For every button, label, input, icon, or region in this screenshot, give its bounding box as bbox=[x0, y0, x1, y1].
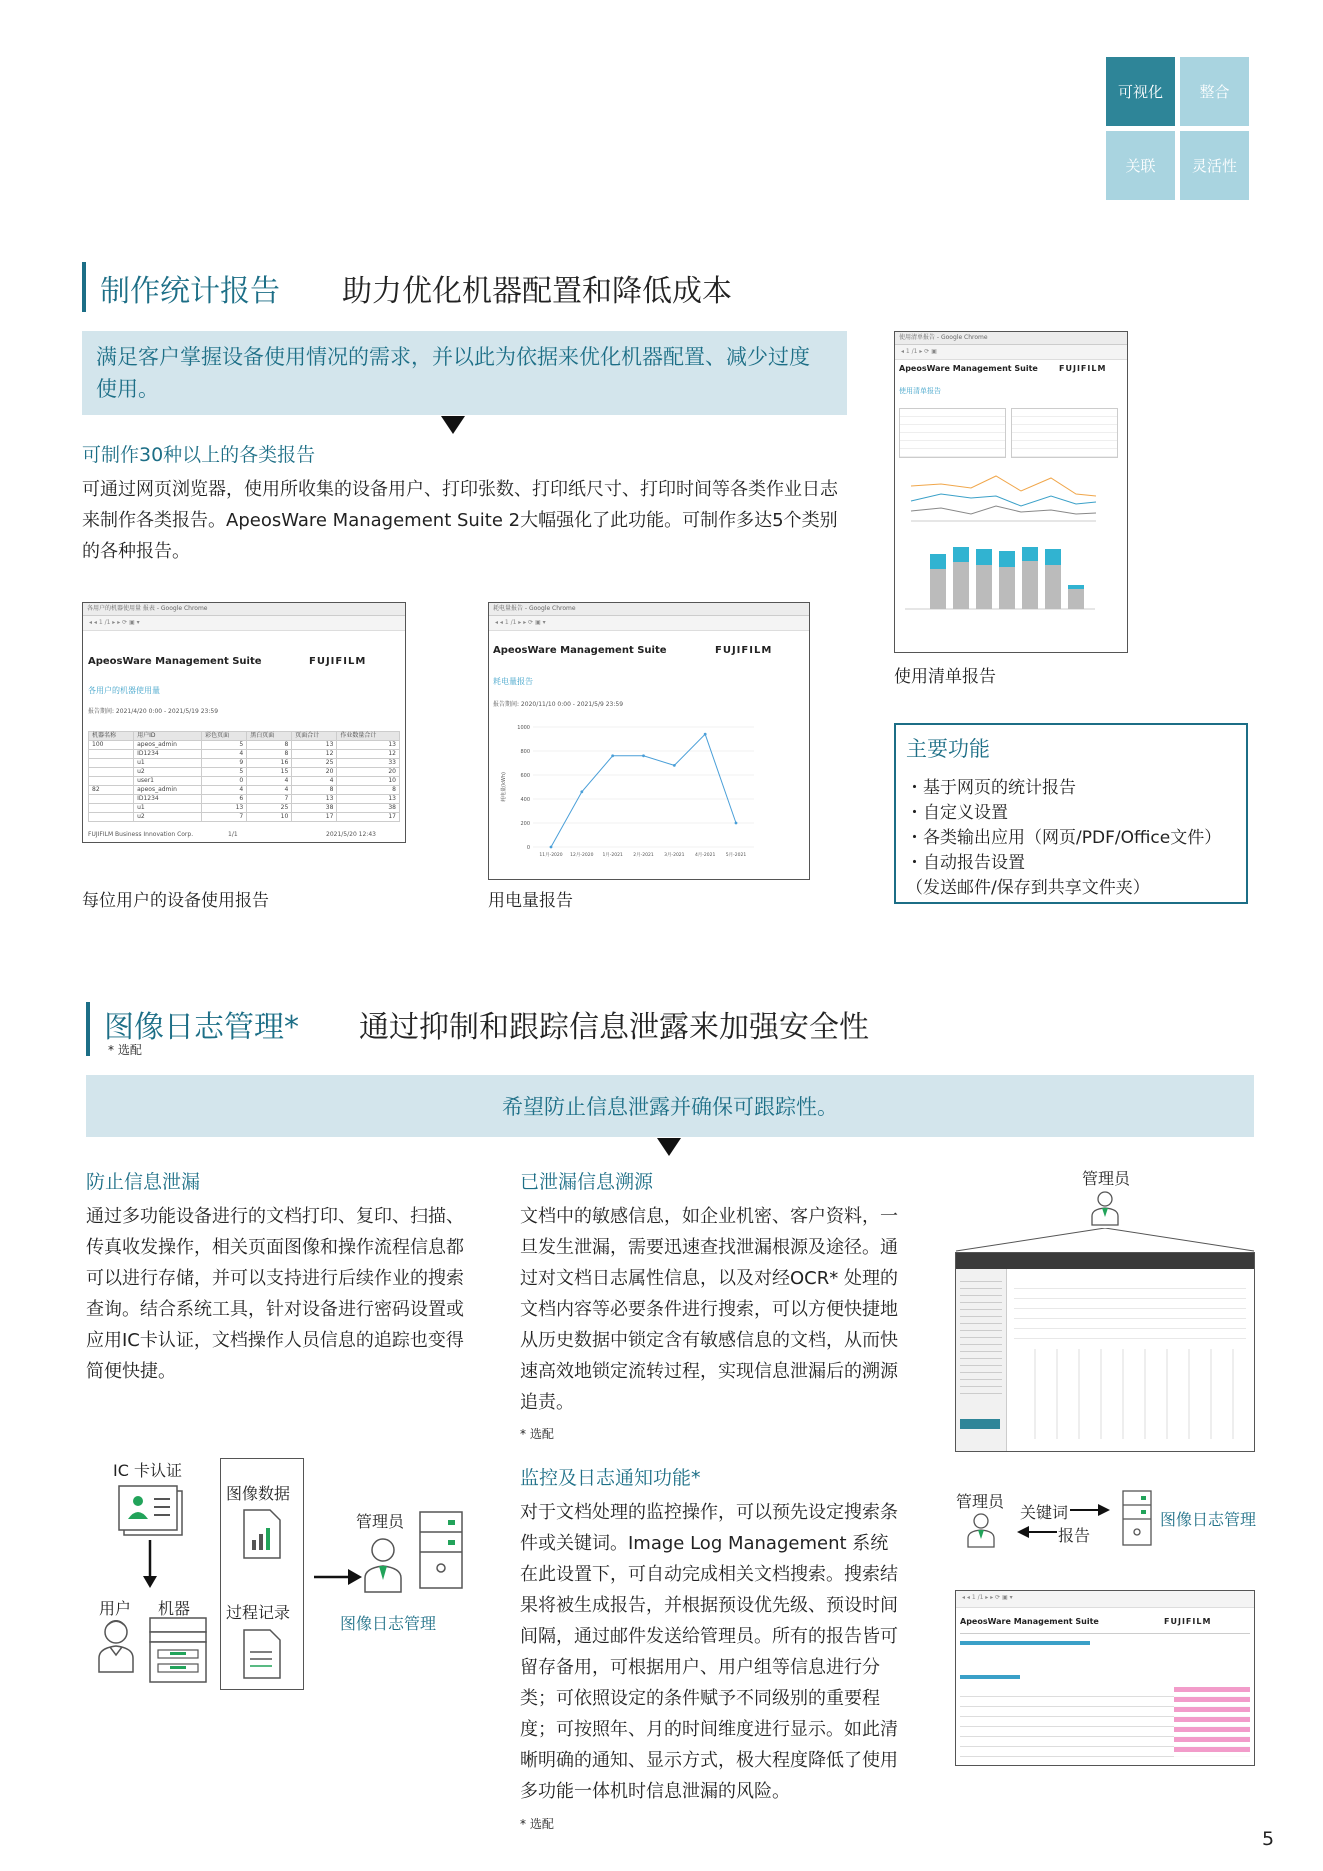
table-cell: 4 bbox=[202, 750, 247, 759]
table-cell bbox=[89, 750, 134, 759]
fujifilm-logo: FUJIFILM bbox=[309, 656, 367, 667]
table-cell: 13 bbox=[292, 741, 337, 750]
usage-line-chart bbox=[901, 466, 1101, 526]
reports-heading: 可制作30种以上的各类报告 bbox=[82, 444, 316, 466]
table-cell: 16 bbox=[247, 759, 292, 768]
device-label: 机器 bbox=[158, 1599, 191, 1618]
x-tick-label: 11月-2020 bbox=[539, 853, 563, 858]
x-tick-label: 5月-2021 bbox=[725, 853, 747, 858]
table-cell bbox=[89, 795, 134, 804]
x-tick-label: 2月-2021 bbox=[633, 853, 654, 858]
section-subtitle: 通过抑制和跟踪信息泄露来加强安全性 bbox=[359, 1010, 869, 1045]
highlight-cells bbox=[1174, 1687, 1250, 1757]
brand-name: ApeosWare Management Suite bbox=[960, 1617, 1099, 1626]
table-cell bbox=[89, 768, 134, 777]
down-arrow-icon bbox=[441, 416, 465, 434]
monitor-option-note: * 选配 bbox=[520, 1817, 554, 1831]
image-log-search-screenshot bbox=[955, 1252, 1255, 1452]
table-cell: 13 bbox=[337, 741, 400, 750]
ic-card-label: IC 卡认证 bbox=[113, 1461, 182, 1480]
table-row bbox=[89, 813, 400, 822]
y-tick-label: 1000 bbox=[517, 725, 530, 731]
view-fan-lines bbox=[955, 1228, 1255, 1252]
x-tick-label: 12月-2020 bbox=[570, 853, 594, 858]
table-cell: 10 bbox=[337, 777, 400, 786]
report-title: 耗电量报告 bbox=[493, 677, 533, 686]
table-row bbox=[89, 750, 400, 759]
table-cell: 12 bbox=[292, 750, 337, 759]
section-bar bbox=[82, 262, 86, 312]
table-cell: apeos_admin bbox=[134, 741, 202, 750]
table-cell: 17 bbox=[292, 813, 337, 822]
table-row bbox=[89, 768, 400, 777]
data-point bbox=[550, 846, 553, 849]
report-title: 各用户的机器使用量 bbox=[88, 686, 160, 695]
table-cell: 7 bbox=[202, 813, 247, 822]
image-data-label: 图像数据 bbox=[226, 1484, 291, 1503]
table-cell: 8 bbox=[292, 786, 337, 795]
data-point bbox=[704, 733, 707, 736]
report-footer: FUJIFILM Business Innovation Corp. bbox=[88, 831, 194, 838]
y-axis-label: 耗电量(kWh) bbox=[501, 772, 507, 802]
table-row bbox=[89, 741, 400, 750]
table-cell: user1 bbox=[134, 777, 202, 786]
user-report-caption: 每位用户的设备使用报告 bbox=[82, 891, 269, 911]
table-cell: 100 bbox=[89, 741, 134, 750]
table-cell: 4 bbox=[247, 786, 292, 795]
report-page: 1/1 bbox=[228, 831, 238, 838]
report-toolbar: ◂ ◂ 1 /1 ▸ ▸ ⟳ ▣ ▾ bbox=[956, 1591, 1254, 1608]
table-cell: 17 bbox=[337, 813, 400, 822]
table-header-cell: 页面合计 bbox=[292, 732, 337, 741]
process-record-label: 过程记录 bbox=[226, 1603, 291, 1622]
table-cell: 13 bbox=[337, 795, 400, 804]
table-cell: 9 bbox=[202, 759, 247, 768]
report-toolbar: ◂ 1 /1 ▸ ⟳ ▣ bbox=[895, 345, 1127, 360]
browser-tab: 各用户的机器使用量 报表 - Google Chrome bbox=[83, 603, 405, 616]
intro-band-text: 希望防止信息泄露并确保可跟踪性。 bbox=[502, 1095, 838, 1119]
data-point bbox=[611, 754, 614, 757]
table-cell: 8 bbox=[337, 786, 400, 795]
table-cell: 82 bbox=[89, 786, 134, 795]
admin-icon bbox=[1090, 1190, 1120, 1226]
brand-name: ApeosWare Management Suite bbox=[493, 645, 667, 656]
sidebar bbox=[956, 1269, 1007, 1452]
trace-option-note: * 选配 bbox=[520, 1427, 554, 1441]
table-header-cell: 机器名称 bbox=[89, 732, 134, 741]
admin-label: 管理员 bbox=[356, 1512, 405, 1531]
table-cell: 12 bbox=[337, 750, 400, 759]
report-toolbar: ◂ ◂ 1 /1 ▸ ▸ ⟳ ▣ ▾ bbox=[489, 616, 809, 631]
summary-tables bbox=[899, 408, 1119, 458]
y-tick-label: 800 bbox=[520, 749, 530, 755]
y-tick-label: 0 bbox=[526, 845, 530, 851]
table-cell: 4 bbox=[202, 786, 247, 795]
fujifilm-logo: FUJIFILM bbox=[1059, 364, 1107, 373]
y-tick-label: 200 bbox=[520, 821, 530, 827]
power-report-caption: 用电量报告 bbox=[488, 891, 573, 911]
table-cell: u2 bbox=[134, 768, 202, 777]
table-cell: 8 bbox=[247, 750, 292, 759]
feature-item: ・自动报告设置 bbox=[906, 853, 1025, 873]
intro-band bbox=[82, 331, 847, 415]
prevent-paragraph: 通过多功能设备进行的文档打印、复印、扫描、传真收发操作，相关页面图像和操作流程信息都可以进行存储，并可以支持进行后续作业的搜索查询。结合系统工具，针对设备进行密码设置或应用IC卡认证，文档操作人员信息的追踪也变得简便快捷。 bbox=[86, 1206, 464, 1382]
reports-paragraph: 可通过网页浏览器，使用所收集的设备用户、打印张数、打印纸尺寸、打印时间等各类作业日志来制作各类报告。ApeosWare Management Suite 2大幅强化了此功能。可制作多达5个类别的各种报告。 bbox=[82, 479, 838, 562]
brand-name: ApeosWare Management Suite bbox=[899, 364, 1038, 373]
option-note: * 选配 bbox=[108, 1043, 142, 1057]
table-cell: 15 bbox=[247, 768, 292, 777]
table-cell: 13 bbox=[202, 804, 247, 813]
monitor-paragraph: 对于文档处理的监控操作，可以预先设定搜索条件或关键词。Image Log Management 系统在此设置下，可自动完成相关文档搜索。搜索结果将被生成报告，并根据预设优先级、预设时间间隔，通过邮件发送给管理员。所有的报告皆可留存备用，可根据用户、用户组等信息进行分类；可依照设定的条件赋予不同级别的重要程度；可按照年、月的时间维度进行显示。如此清晰明确的通知、显示方式，极大程度降低了使用多功能一体机时信息泄漏的风险。 bbox=[520, 1502, 898, 1802]
table-cell: 0 bbox=[202, 777, 247, 786]
report-period: 报告期间: 2021/4/20 0:00 - 2021/5/19 23:59 bbox=[88, 708, 219, 715]
table-cell bbox=[89, 777, 134, 786]
feature-item: ・自定义设置 bbox=[906, 803, 1008, 823]
report-subheading-line bbox=[960, 1675, 1020, 1679]
table-cell: ID1234 bbox=[134, 795, 202, 804]
report-date: 2021/5/20 12:43 bbox=[326, 831, 376, 838]
prevent-heading: 防止信息泄漏 bbox=[86, 1171, 201, 1193]
table-header-cell: 作业数量合计 bbox=[337, 732, 400, 741]
table-cell: u1 bbox=[134, 759, 202, 768]
power-line-chart bbox=[499, 721, 764, 871]
down-arrow-icon bbox=[142, 1540, 158, 1590]
tag-relate: 关联 bbox=[1106, 131, 1175, 200]
table-row bbox=[89, 786, 400, 795]
chart-document-icon bbox=[242, 1508, 282, 1560]
section-bar bbox=[86, 1002, 90, 1056]
section-title: 制作统计报告 bbox=[100, 274, 280, 309]
main-features-box bbox=[894, 723, 1248, 904]
intro-band-text: 满足客户掌握设备使用情况的需求，并以此为依据来优化机器配置、减少过度使用。 bbox=[96, 345, 810, 401]
intro-band bbox=[86, 1075, 1254, 1137]
table-cell: 8 bbox=[247, 741, 292, 750]
table-cell: 5 bbox=[202, 741, 247, 750]
table-cell bbox=[89, 813, 134, 822]
left-arrow-icon bbox=[1017, 1524, 1057, 1540]
document-icon bbox=[242, 1628, 282, 1680]
y-tick-label: 400 bbox=[520, 797, 530, 803]
admin-top-label: 管理员 bbox=[1082, 1169, 1131, 1188]
usage-list-report-screenshot bbox=[894, 331, 1128, 653]
usage-bar-chart bbox=[905, 537, 1095, 612]
fujifilm-logo: FUJIFILM bbox=[1164, 1617, 1212, 1626]
server-icon bbox=[418, 1510, 464, 1590]
data-point bbox=[580, 790, 583, 793]
user-icon bbox=[96, 1618, 136, 1674]
table-cell: 6 bbox=[202, 795, 247, 804]
user-usage-report-screenshot bbox=[82, 602, 406, 843]
power-report-screenshot bbox=[488, 602, 810, 880]
page-number: 5 bbox=[1262, 1828, 1275, 1850]
image-log-report-screenshot bbox=[955, 1590, 1255, 1766]
report-period: 报告期间: 2020/11/10 0:00 - 2021/5/9 23:59 bbox=[493, 701, 624, 708]
brand-name: ApeosWare Management Suite bbox=[88, 656, 262, 667]
table-cell: 38 bbox=[337, 804, 400, 813]
feature-item: （发送邮件/保存到共享文件夹） bbox=[906, 878, 1150, 898]
data-point bbox=[735, 822, 738, 825]
tag-flexible: 灵活性 bbox=[1180, 131, 1249, 200]
keyword-label: 关键词 bbox=[1020, 1503, 1069, 1522]
feature-item: ・各类输出应用（网页/PDF/Office文件） bbox=[906, 828, 1222, 848]
table-header-cell: 黑白页面 bbox=[247, 732, 292, 741]
table-cell: 7 bbox=[247, 795, 292, 804]
browser-tab: 耗电量报告 - Google Chrome bbox=[489, 603, 809, 616]
table-cell: 13 bbox=[292, 795, 337, 804]
table-cell: 4 bbox=[247, 777, 292, 786]
monitor-heading: 监控及日志通知功能* bbox=[520, 1467, 701, 1489]
image-log-mgmt-label: 图像日志管理 bbox=[340, 1614, 437, 1633]
table-cell: 4 bbox=[292, 777, 337, 786]
x-tick-label: 1月-2021 bbox=[602, 853, 623, 858]
table-cell: 25 bbox=[292, 759, 337, 768]
table-cell: u2 bbox=[134, 813, 202, 822]
table-cell bbox=[89, 759, 134, 768]
table-cell: 38 bbox=[292, 804, 337, 813]
user-usage-table bbox=[88, 731, 400, 822]
app-header-bar bbox=[956, 1253, 1254, 1269]
table-row bbox=[89, 804, 400, 813]
trace-paragraph: 文档中的敏感信息，如企业机密、客户资料，一旦发生泄漏，需要迅速查找泄漏根源及途径。通过对文档日志属性信息，以及对经OCR* 处理的文档内容等必要条件进行搜索，可以方便快捷地从历史数据中锁定含有敏感信息的文档，从而快速高效地锁定流转过程，实现信息泄漏后的溯源追责。 bbox=[520, 1206, 898, 1413]
table-row bbox=[89, 795, 400, 804]
table-cell: apeos_admin bbox=[134, 786, 202, 795]
right-arrow-icon bbox=[314, 1566, 364, 1588]
tag-visualize: 可视化 bbox=[1106, 57, 1175, 126]
feature-item: ・基于网页的统计报告 bbox=[906, 778, 1076, 798]
result-thumbnails bbox=[1014, 1349, 1246, 1439]
report-toolbar: ◂ ◂ 1 /1 ▸ ▸ ⟳ ▣ ▾ bbox=[83, 616, 405, 631]
tag-integrate: 整合 bbox=[1180, 57, 1249, 126]
x-tick-label: 4月-2021 bbox=[694, 853, 716, 858]
section-title: 图像日志管理* bbox=[104, 1010, 299, 1045]
down-arrow-icon bbox=[657, 1138, 681, 1156]
table-cell: 20 bbox=[337, 768, 400, 777]
ic-card-icon bbox=[118, 1485, 184, 1537]
table-row bbox=[89, 777, 400, 786]
browser-tab: 使用清单报告 - Google Chrome bbox=[895, 332, 1127, 345]
table-cell: ID1234 bbox=[134, 750, 202, 759]
table-row bbox=[89, 759, 400, 768]
features-title: 主要功能 bbox=[906, 737, 990, 761]
list-report-caption: 使用清单报告 bbox=[894, 667, 996, 687]
table-cell: 25 bbox=[247, 804, 292, 813]
data-point bbox=[642, 754, 645, 757]
table-cell: 20 bbox=[292, 768, 337, 777]
y-tick-label: 600 bbox=[520, 773, 530, 779]
image-log-mgmt-label: 图像日志管理 bbox=[1160, 1510, 1257, 1529]
table-header-cell: 彩色页面 bbox=[202, 732, 247, 741]
table-cell: 5 bbox=[202, 768, 247, 777]
table-cell: u1 bbox=[134, 804, 202, 813]
trace-heading: 已泄漏信息溯源 bbox=[520, 1171, 654, 1193]
user-label: 用户 bbox=[99, 1599, 132, 1618]
mfp-device-icon bbox=[148, 1616, 208, 1686]
admin-label: 管理员 bbox=[956, 1492, 1005, 1511]
report-heading-line bbox=[960, 1641, 1090, 1645]
admin-icon bbox=[966, 1512, 996, 1548]
section-subtitle: 助力优化机器配置和降低成本 bbox=[342, 274, 732, 309]
table-cell: 10 bbox=[247, 813, 292, 822]
table-header-cell: 用户ID bbox=[134, 732, 202, 741]
server-icon bbox=[1122, 1490, 1152, 1546]
search-form bbox=[1014, 1279, 1246, 1339]
report-title: 使用清单报告 bbox=[899, 387, 941, 395]
right-arrow-icon bbox=[1070, 1502, 1112, 1518]
x-tick-label: 3月-2021 bbox=[664, 853, 685, 858]
report-label: 报告 bbox=[1058, 1526, 1091, 1545]
table-cell bbox=[89, 804, 134, 813]
data-point bbox=[673, 764, 676, 767]
fujifilm-logo: FUJIFILM bbox=[715, 645, 773, 656]
table-cell: 33 bbox=[337, 759, 400, 768]
admin-icon bbox=[362, 1536, 404, 1594]
